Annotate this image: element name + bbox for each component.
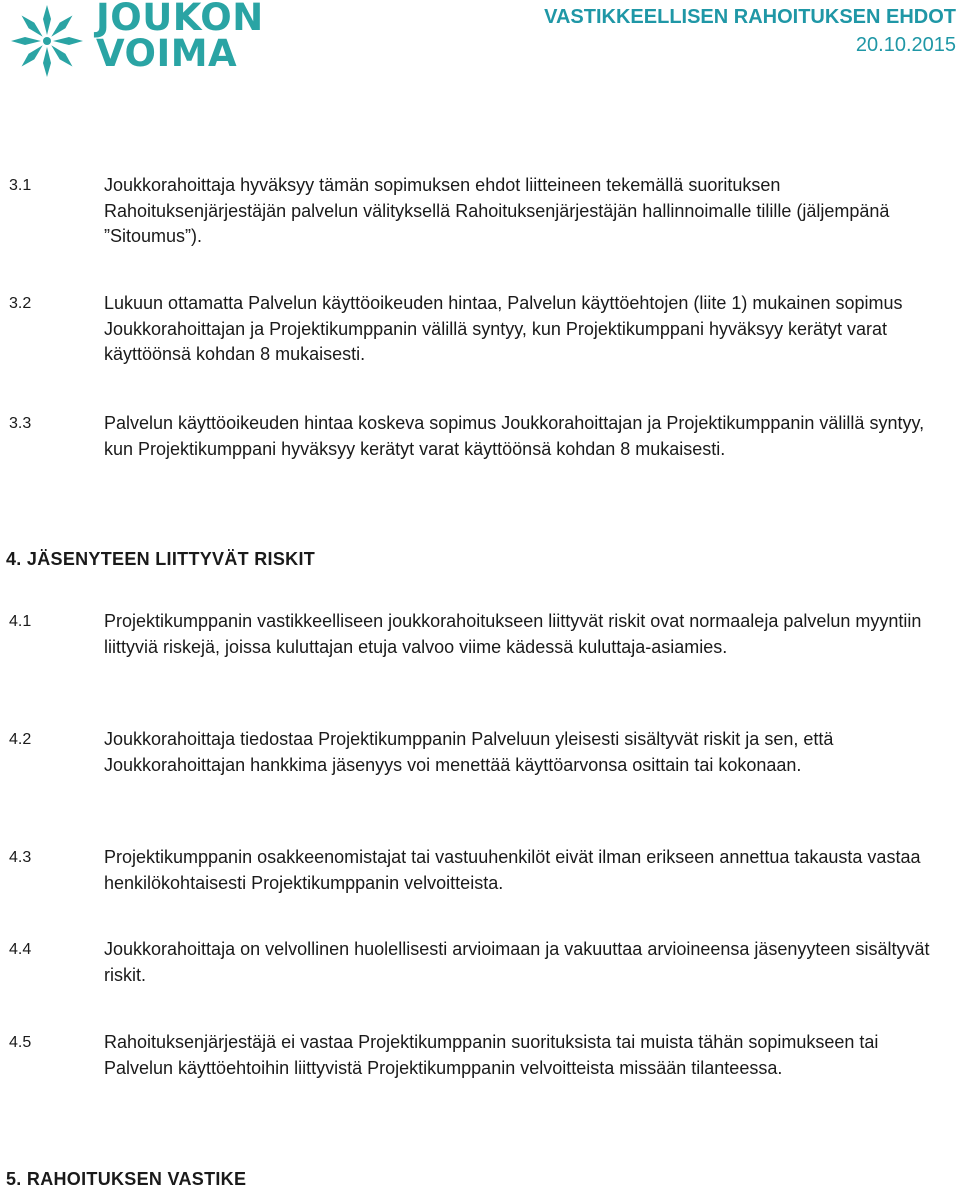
clause-number: 4.2 [9, 731, 32, 748]
clause-number: 4.1 [9, 613, 32, 630]
logo-line-1: JOUKON [96, 0, 264, 39]
clause-number: 3.1 [9, 177, 32, 194]
logo-line-2: VOIMA [96, 32, 238, 75]
document-date: 20.10.2015 [855, 34, 956, 56]
clause-number: 3.2 [9, 295, 32, 312]
clause-text: Palvelun käyttöoikeuden hintaa koskeva sopimus Joukkorahoittajan ja Projektikumppanin välillä syntyy, kun Projektikumppani hyväksyy kerätyt varat käyttöönsä kohdan 8 mukaisesti. [104, 413, 925, 459]
logo [6, 0, 264, 80]
clause-number: 4.3 [9, 849, 32, 866]
clause-number: 4.5 [9, 1034, 32, 1051]
document-title: VASTIKKEELLISEN RAHOITUKSEN EHDOT [544, 6, 956, 28]
section-4-heading: 4. JÄSENYTEEN LIITTYVÄT RISKIT [6, 549, 316, 569]
clause-number: 4.4 [9, 941, 32, 958]
clause-text: Projektikumppanin vastikkeelliseen joukkorahoitukseen liittyvät riskit ovat normaaleja palvelun myyntiin liittyviä riskejä, joissa kuluttajan etuja valvoo viime kädessä kuluttaja-asiamies. [104, 611, 922, 657]
clause-text: Rahoituksenjärjestäjä ei vastaa Projektikumppanin suorituksista tai muista tähän sopimukseen tai Palvelun käyttöehtoihin liittyvistä Projektikumppanin velvoitteista missään tilanteessa. [104, 1032, 879, 1078]
clause-number: 3.3 [9, 415, 32, 432]
clause-text: Lukuun ottamatta Palvelun käyttöoikeuden hintaa, Palvelun käyttöehtojen (liite 1) mukainen sopimus Joukkorahoittajan ja Projektikumppanin välillä syntyy, kun Projektikumppani hyväksyy kerätyt varat käyttöönsä kohdan 8 mukaisesti. [104, 293, 903, 364]
logo-wordmark [96, 0, 264, 75]
clause-text: Projektikumppanin osakkeenomistajat tai vastuuhenkilöt eivät ilman erikseen annettua takausta vastaa henkilökohtaisesti Projektikumppanin velvoitteista. [104, 847, 921, 893]
section-5-heading: 5. RAHOITUKSEN VASTIKE [6, 1169, 247, 1189]
sunburst-logo-icon [6, 2, 88, 80]
clause-text: Joukkorahoittaja hyväksyy tämän sopimuksen ehdot liitteineen tekemällä suorituksen Rahoituksenjärjestäjän palvelun välityksellä Rahoituksenjärjestäjän hallinnoimalle tilille (jäljempänä ”Sitoumus”). [104, 175, 890, 246]
clause-text: Joukkorahoittaja tiedostaa Projektikumppanin Palveluun yleisesti sisältyvät riskit ja sen, että Joukkorahoittajan hankkima jäsenyys voi menettää käyttöarvonsa osittain tai kokonaan. [104, 729, 834, 775]
page-header [0, 0, 960, 90]
clause-text: Joukkorahoittaja on velvollinen huolellisesti arvioimaan ja vakuuttaa arvioineensa jäsenyyteen sisältyvät riskit. [104, 939, 930, 985]
